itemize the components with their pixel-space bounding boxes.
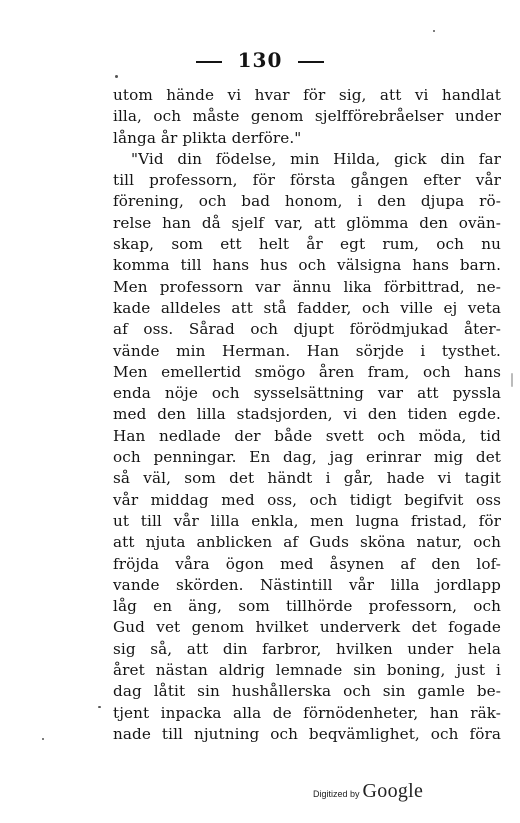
digitized-by-label: Digitized by	[313, 789, 360, 799]
digitized-by-google-stamp	[313, 780, 423, 806]
print-speck	[98, 706, 101, 708]
header-dash-right	[298, 61, 324, 63]
text-line: kade alldeles att stå fadder, och ville ej veta	[113, 298, 501, 317]
text-line: ut till vår lilla enkla, men lugna fristad, för	[113, 511, 501, 530]
text-line: komma till hans hus och välsigna hans barn.	[113, 256, 501, 275]
text-line: så väl, som det händt i går, hade vi tagit	[113, 469, 501, 488]
text-line: vände min Herman. Han sörjde i tysthet.	[113, 341, 501, 360]
text-line: långa år plikta derföre."	[113, 128, 302, 147]
text-line: att njuta anblicken af Guds sköna natur, och	[113, 533, 501, 552]
text-line: låg en äng, som tillhörde professorn, och	[113, 597, 501, 616]
text-line: Han nedlade der både svett och möda, tid	[113, 426, 501, 445]
text-line: och penningar. En dag, jag erinrar mig det	[113, 448, 501, 467]
text-line: illa, och måste genom sjelfförebråelser under	[113, 107, 501, 126]
text-line: relse han då sjelf var, att glömma den ovän-	[113, 213, 501, 232]
text-line: med den lilla stadsjorden, vi den tiden egde.	[113, 405, 501, 424]
text-line: dag låtit sin hushållerska och sin gamle be-	[113, 682, 501, 701]
text-line: tjent inpacka alla de förnödenheter, han räk-	[113, 703, 501, 722]
print-speck	[42, 738, 44, 740]
text-line: Men emellertid smögo åren fram, och hans	[113, 362, 501, 381]
text-line: fröjda våra ögon med åsynen af den lof-	[113, 554, 501, 573]
text-line: "Vid din födelse, min Hilda, gick din far	[131, 149, 501, 168]
google-wordmark: Google	[362, 780, 424, 802]
text-line: sig så, att din farbror, hvilken under hela	[113, 639, 501, 658]
text-line: till professorn, för första gången efter vår	[113, 171, 501, 190]
text-line: Men professorn var ännu lika förbittrad, ne-	[113, 277, 501, 296]
print-speck	[433, 30, 435, 32]
text-line: nade till njutning och beqvämlighet, och föra	[113, 724, 501, 743]
page-number: 130	[237, 48, 283, 72]
text-line: vår middag med oss, och tidigt begifvit oss	[113, 490, 501, 509]
text-line: enda nöje och sysselsättning var att pyssla	[113, 384, 501, 403]
body-text	[113, 85, 501, 745]
print-speck	[115, 75, 118, 78]
text-line: af oss. Sårad och djupt förödmjukad åter-	[113, 320, 501, 339]
text-line: vande skörden. Nästintill vår lilla jordlapp	[113, 575, 501, 594]
text-line: året nästan aldrig lemnade sin boning, just i	[113, 661, 501, 680]
text-line: utom hände vi hvar för sig, att vi handlat	[113, 86, 501, 104]
text-line: Gud vet genom hvilket underverk det fogade	[113, 618, 501, 637]
text-line: förening, och bad honom, i den djupa rö-	[113, 192, 501, 211]
page-number-header	[0, 48, 520, 72]
text-line: skap, som ett helt år egt rum, och nu	[113, 235, 501, 254]
header-dash-left	[196, 61, 222, 63]
print-speck	[511, 373, 513, 387]
